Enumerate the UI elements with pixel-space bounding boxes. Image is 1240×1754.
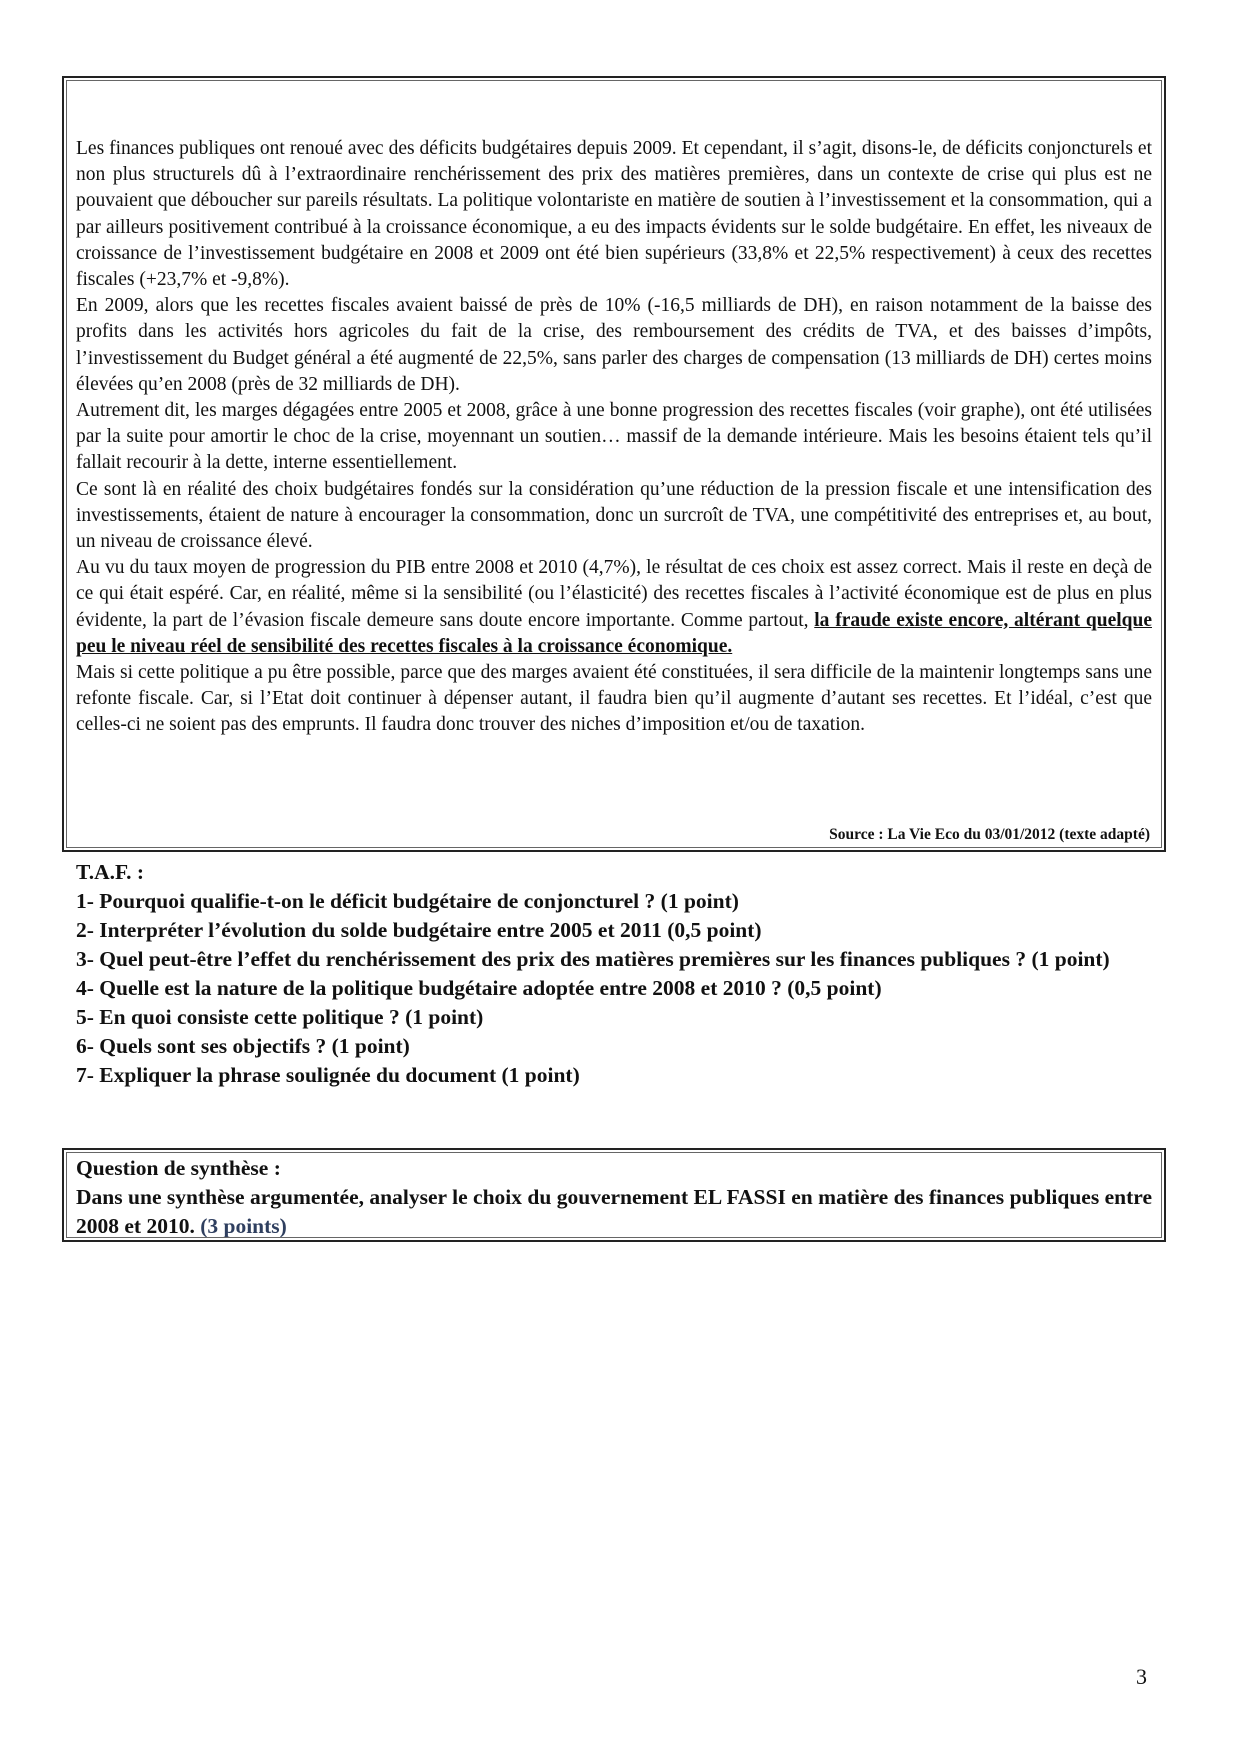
article-paragraph-6: Mais si cette politique a pu être possible, parce que des marges avaient été constituées, il sera difficile de la maintenir longtemps sans une refonte fiscale. Car, si l’Etat doit continuer à dépenser autant, il faudra bien qu’il augmente d’autant ses recettes. Et l’idéal, c’est que celles-ci ne soient pas des emprunts. Il faudra donc trouver des niches d’imposition et/ou de taxation. bbox=[76, 662, 1152, 736]
question-6: 6- Quels sont ses objectifs ? (1 point) bbox=[76, 1034, 410, 1058]
article-paragraph-2: En 2009, alors que les recettes fiscales avaient baissé de près de 10% (-16,5 milliards de DH), en raison notamment de la baisse des profits dans les activités hors agricoles du fait de la crise, des remboursement des crédits de TVA, et des baisses d’impôts, l’investissement du Budget général a été augmenté de 22,5%, sans parler des charges de compensation (13 milliards de DH) certes moins élevées qu’en 2008 (près de 32 milliards de DH). bbox=[76, 295, 1152, 395]
synthesis-box bbox=[62, 1148, 1166, 1242]
synthesis-text: Dans une synthèse argumentée, analyser le choix du gouvernement EL FASSI en matière des finances publiques entre 2008 et 2010. bbox=[76, 1185, 1152, 1238]
taf-heading: T.A.F. : bbox=[76, 860, 145, 884]
source-citation: Source : La Vie Eco du 03/01/2012 (texte adapté) bbox=[829, 826, 1150, 843]
article-box bbox=[62, 76, 1166, 852]
article-paragraph-1: Les finances publiques ont renoué avec des déficits budgétaires depuis 2009. Et cependant, il s’agit, disons-le, de déficits conjoncturels et non plus structurels dû à l’extraordinaire renchérissement des prix des matières premières, dans un contexte de crise qui plus est ne pouvaient que déboucher sur pareils résultats. La politique volontariste en matière de soutien à l’investissement et la consommation, qui a par ailleurs positivement contribué à la croissance économique, a eu des impacts évidents sur le solde budgétaire. En effet, les niveaux de croissance de l’investissement budgétaire en 2008 et 2009 ont été bien supérieurs (33,8% et 22,5% respectivement) à ceux des recettes fiscales (+23,7% et -9,8%). bbox=[76, 138, 1152, 291]
taf-section bbox=[76, 858, 1154, 1090]
article-text bbox=[76, 136, 1152, 739]
question-4: 4- Quelle est la nature de la politique budgétaire adoptée entre 2008 et 2010 ? (0,5 point) bbox=[76, 976, 882, 1000]
question-2: 2- Interpréter l’évolution du solde budgétaire entre 2005 et 2011 (0,5 point) bbox=[76, 918, 762, 942]
synthesis-question bbox=[76, 1183, 1152, 1241]
question-7: 7- Expliquer la phrase soulignée du document (1 point) bbox=[76, 1063, 580, 1087]
question-3: 3- Quel peut-être l’effet du renchérissement des prix des matières premières sur les finances publiques ? (1 point) bbox=[76, 947, 1110, 971]
question-1: 1- Pourquoi qualifie-t-on le déficit budgétaire de conjoncturel ? (1 point) bbox=[76, 889, 739, 913]
article-paragraph-4: Ce sont là en réalité des choix budgétaires fondés sur la considération qu’une réduction de la pression fiscale et une intensification des investissements, étaient de nature à encourager la consommation, donc un surcroît de TVA, une compétitivité des entreprises et, au bout, un niveau de croissance élevé. bbox=[76, 478, 1152, 553]
synthesis-points: (3 points) bbox=[200, 1214, 287, 1238]
question-5: 5- En quoi consiste cette politique ? (1 point) bbox=[76, 1005, 484, 1029]
synthesis-heading: Question de synthèse : bbox=[76, 1156, 281, 1180]
article-paragraph-3: Autrement dit, les marges dégagées entre 2005 et 2008, grâce à une bonne progression des recettes fiscales (voir graphe), ont été utilisées par la suite pour amortir le choc de la crise, moyennant un soutien… massif de la demande intérieure. Mais les besoins étaient tels qu’il fallait recourir à la dette, interne essentiellement. bbox=[76, 400, 1152, 474]
article-paragraph-5-text: Au vu du taux moyen de progression du PIB entre 2008 et 2010 (4,7%), le résultat de ces choix est assez correct. Mais il reste en deçà de ce qui était espéré. Car, en réalité, même si la sensibilité (ou l’élasticité) des recettes fiscales à l’activité économique est de plus en plus évidente, la part de l’évasion fiscale demeure sans doute encore importante. Comme partout, bbox=[76, 557, 1152, 631]
article-paragraph-5 bbox=[76, 555, 1152, 660]
page-number: 3 bbox=[1136, 1664, 1147, 1689]
underlined-sentence: la fraude existe encore, altérant quelque peu le niveau réel de sensibilité des recettes fiscales à la croissance économique. bbox=[76, 609, 1152, 657]
